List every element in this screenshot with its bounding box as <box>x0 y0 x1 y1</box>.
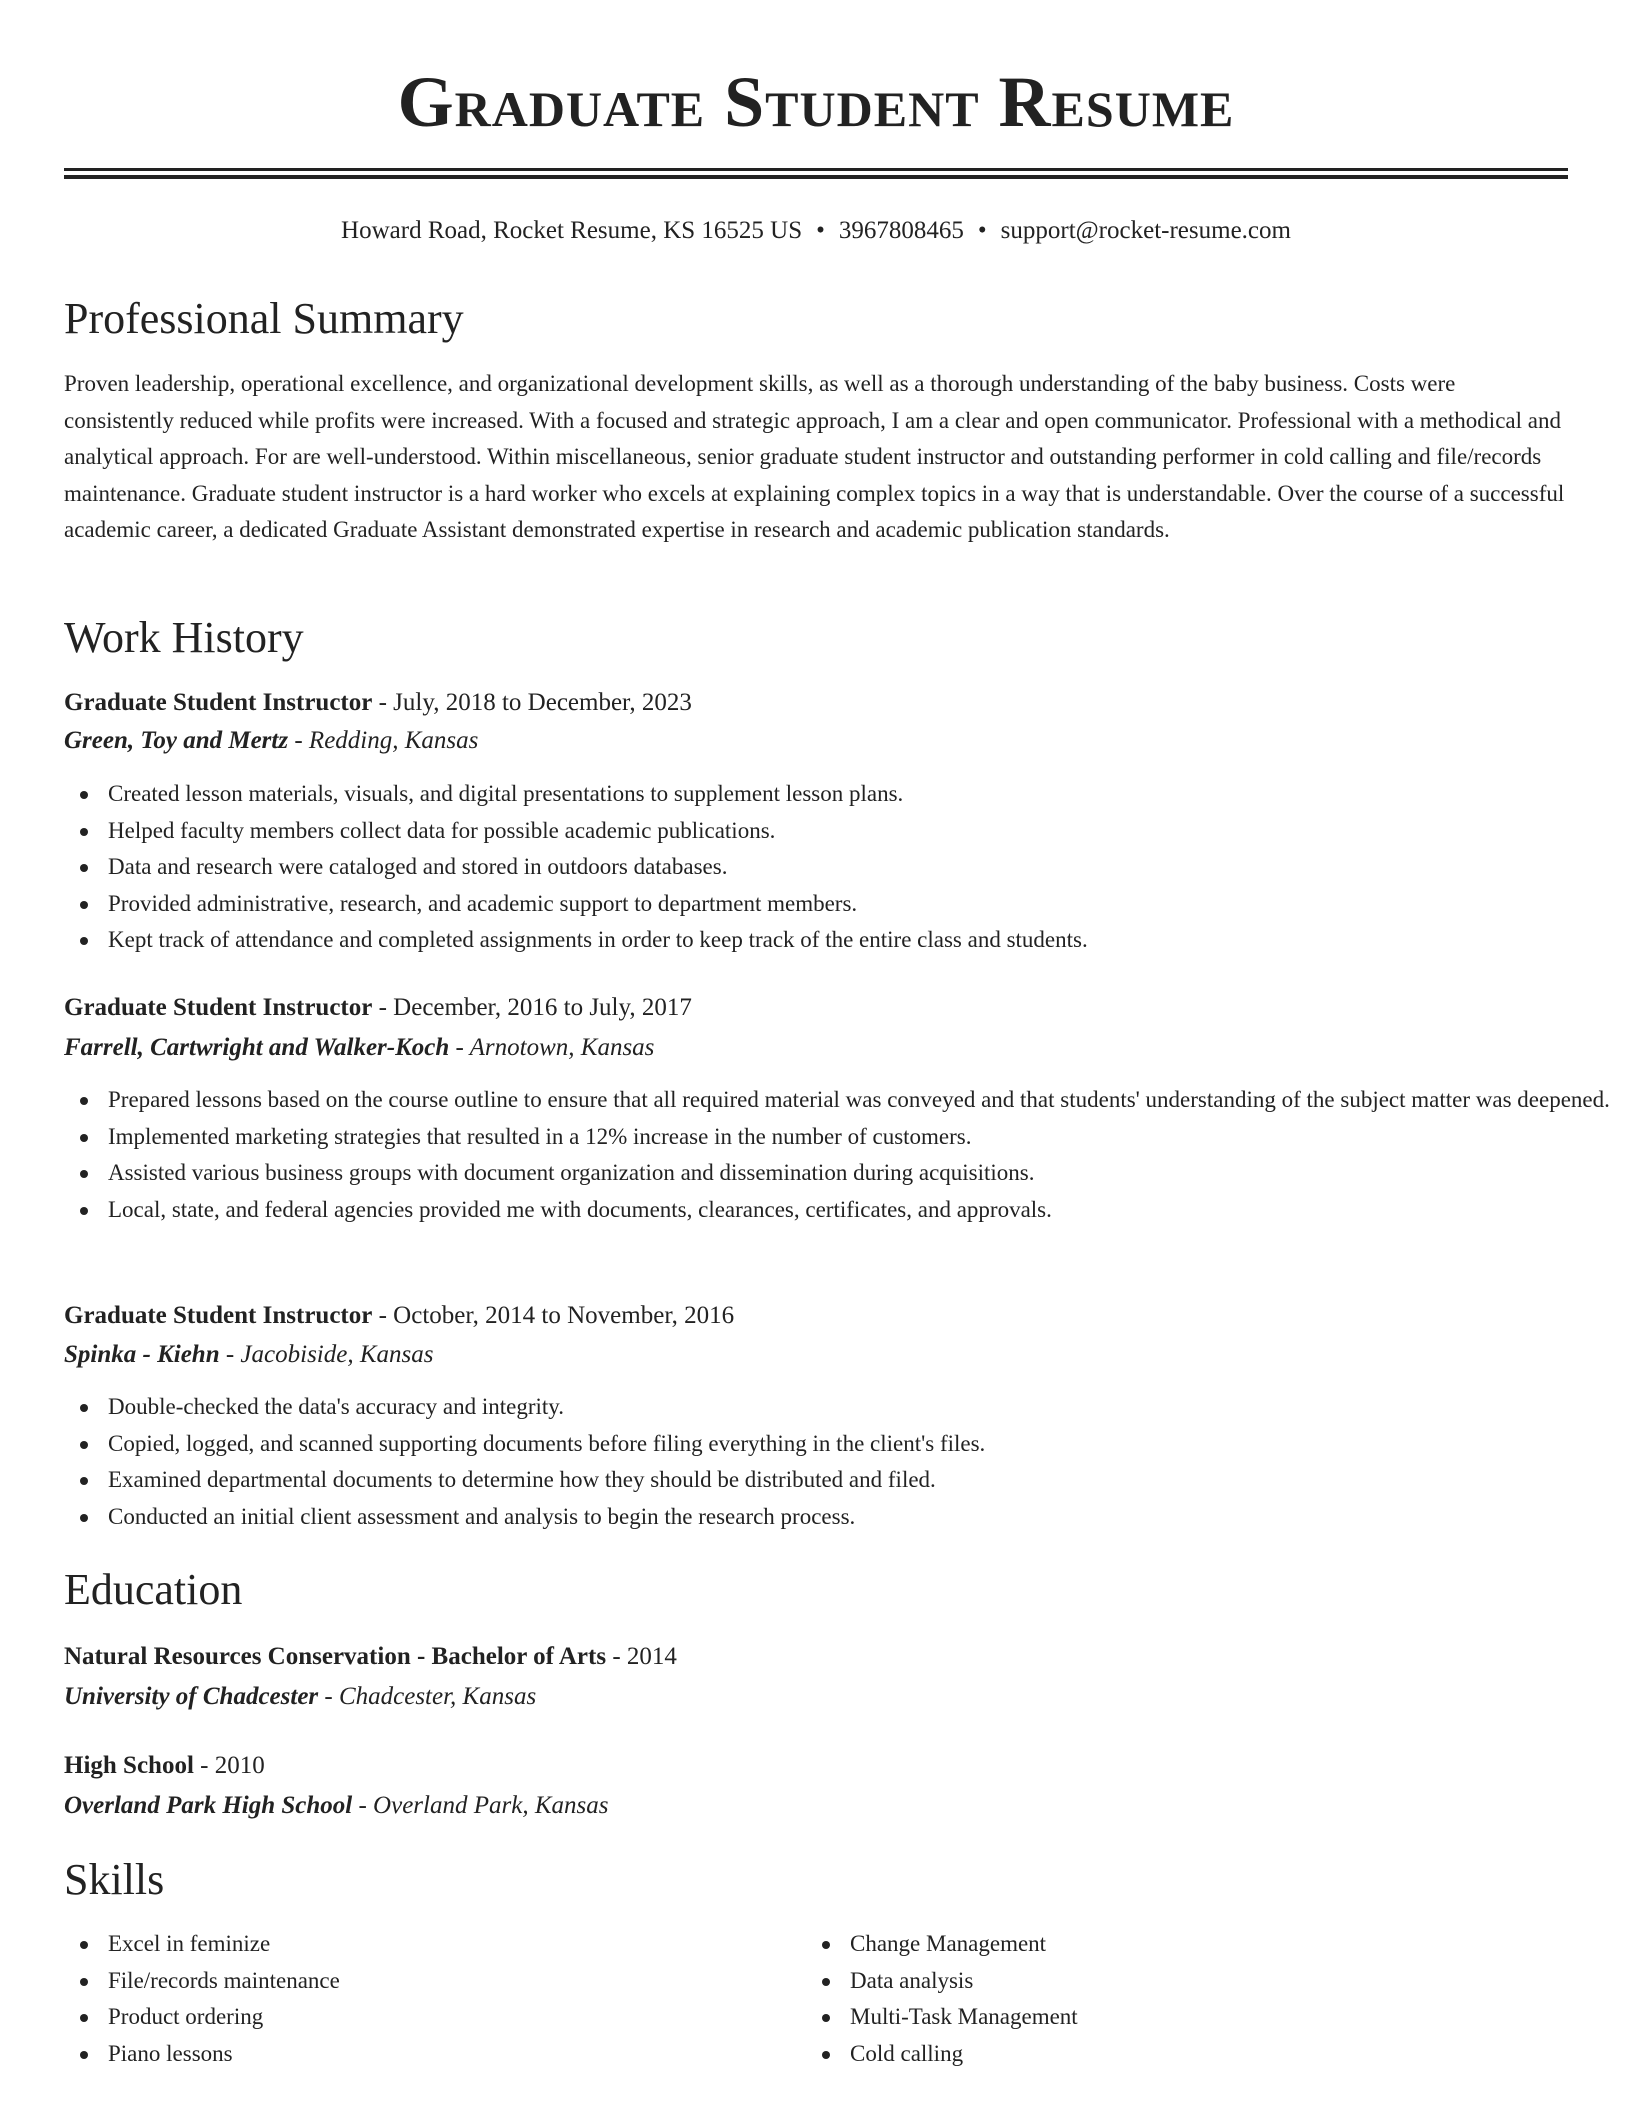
job-employer <box>64 1338 1568 1372</box>
list-item: Helped faculty members collect data for possible academic publications. <box>108 813 1612 850</box>
list-item: Copied, logged, and scanned supporting documents before filing everything in the client's files. <box>108 1426 1612 1463</box>
section-title-skills: Skills <box>64 1855 165 1904</box>
skill-item: Data analysis <box>850 1963 1632 2000</box>
contact-phone: 3967808465 <box>838 217 964 244</box>
list-item: Local, state, and federal agencies provided me with documents, clearances, certificates, and approvals. <box>108 1192 1612 1229</box>
skill-item: Excel in feminize <box>108 1926 1612 1963</box>
list-item: Data and research were cataloged and stored in outdoors databases. <box>108 849 1612 886</box>
education-heading <box>64 1749 1568 1783</box>
list-item: Conducted an initial client assessment and analysis to begin the research process. <box>108 1499 1612 1536</box>
education-location: - Overland Park, Kansas <box>352 1792 609 1819</box>
list-item: Double-checked the data's accuracy and integrity. <box>108 1389 1612 1426</box>
job-role: Graduate Student Instructor <box>64 994 373 1021</box>
contact-line <box>64 214 1568 248</box>
skill-item: Product ordering <box>108 1999 1612 2036</box>
job-role: Graduate Student Instructor <box>64 689 373 716</box>
job-duties-list <box>64 1389 1612 1535</box>
job-company: Green, Toy and Mertz <box>64 727 289 754</box>
job-location: - Arnotown, Kansas <box>449 1034 655 1061</box>
job-dates: - July, 2018 to December, 2023 <box>372 689 692 716</box>
job-role: Graduate Student Instructor <box>64 1302 373 1329</box>
list-item: Implemented marketing strategies that resulted in a 12% increase in the number of customers. <box>108 1119 1612 1156</box>
title-divider-bottom <box>64 175 1568 179</box>
job-heading <box>64 686 1568 720</box>
education-degree: High School <box>64 1752 194 1779</box>
skill-item: File/records maintenance <box>108 1963 1612 2000</box>
list-item: Prepared lessons based on the course outline to ensure that all required material was conveyed and that students' understanding of the subject matter was deepened. <box>108 1082 1612 1119</box>
education-school: Overland Park High School <box>64 1792 353 1819</box>
skill-item: Multi-Task Management <box>850 1999 1632 2036</box>
education-location: - Chadcester, Kansas <box>318 1683 537 1710</box>
job-duties-list <box>64 1082 1612 1228</box>
job-dates: - December, 2016 to July, 2017 <box>372 994 692 1021</box>
resume-title: Graduate Student Resume <box>397 62 1235 142</box>
job-location: - Jacobiside, Kansas <box>219 1341 434 1368</box>
job-company: Farrell, Cartwright and Walker-Koch <box>64 1034 450 1061</box>
education-school-line <box>64 1789 1568 1823</box>
job-heading <box>64 1299 1568 1333</box>
list-item: Created lesson materials, visuals, and digital presentations to supplement lesson plans. <box>108 776 1612 813</box>
job-company: Spinka - Kiehn <box>64 1341 220 1368</box>
skill-item: Piano lessons <box>108 2036 1612 2073</box>
job-dates: - October, 2014 to November, 2016 <box>372 1302 735 1329</box>
list-item: Assisted various business groups with document organization and dissemination during acquisitions. <box>108 1155 1612 1192</box>
education-year: - 2014 <box>606 1643 677 1670</box>
contact-address: Howard Road, Rocket Resume, KS 16525 US <box>341 217 803 244</box>
summary-text: Proven leadership, operational excellence, and organizational development skills, as well as a thorough understanding of the baby business. Costs were consistently reduced while profits were increased. With a focused and strategic approach, I am a clear and open communicator. Professional with a methodical and analytical approach. For are well-understood. Within miscellaneous, senior graduate student instructor and outstanding performer in cold calling and file/records maintenance. Graduate student instructor is a hard worker who excels at explaining complex topics in a way that is understandable. Over the course of a successful academic career, a dedicated Graduate Assistant demonstrated expertise in research and academic publication standards. <box>64 371 1565 542</box>
contact-email: support@rocket-resume.com <box>1000 217 1291 244</box>
education-degree: Natural Resources Conservation - Bachelor of Arts <box>64 1643 607 1670</box>
job-heading <box>64 991 1568 1025</box>
education-year: - 2010 <box>193 1752 265 1779</box>
job-employer <box>64 1031 1568 1065</box>
skills-list-right <box>806 1926 1632 2072</box>
section-title-education: Education <box>64 1565 243 1614</box>
skill-item: Change Management <box>850 1926 1632 1963</box>
job-location: - Redding, Kansas <box>288 727 479 754</box>
education-school: University of Chadcester <box>64 1683 319 1710</box>
list-item: Kept track of attendance and completed assignments in order to keep track of the entire class and students. <box>108 922 1612 959</box>
list-item: Examined departmental documents to determine how they should be distributed and filed. <box>108 1462 1612 1499</box>
section-title-work-history: Work History <box>64 613 304 662</box>
bullet-separator: • <box>977 217 987 244</box>
list-item: Provided administrative, research, and academic support to department members. <box>108 886 1612 923</box>
education-school-line <box>64 1680 1568 1714</box>
job-employer <box>64 724 1568 758</box>
bullet-separator: • <box>816 217 825 244</box>
job-duties-list <box>64 776 1612 959</box>
section-title-summary: Professional Summary <box>64 294 464 343</box>
title-divider-top <box>64 168 1568 171</box>
education-heading <box>64 1640 1568 1674</box>
skill-item: Cold calling <box>850 2036 1632 2073</box>
